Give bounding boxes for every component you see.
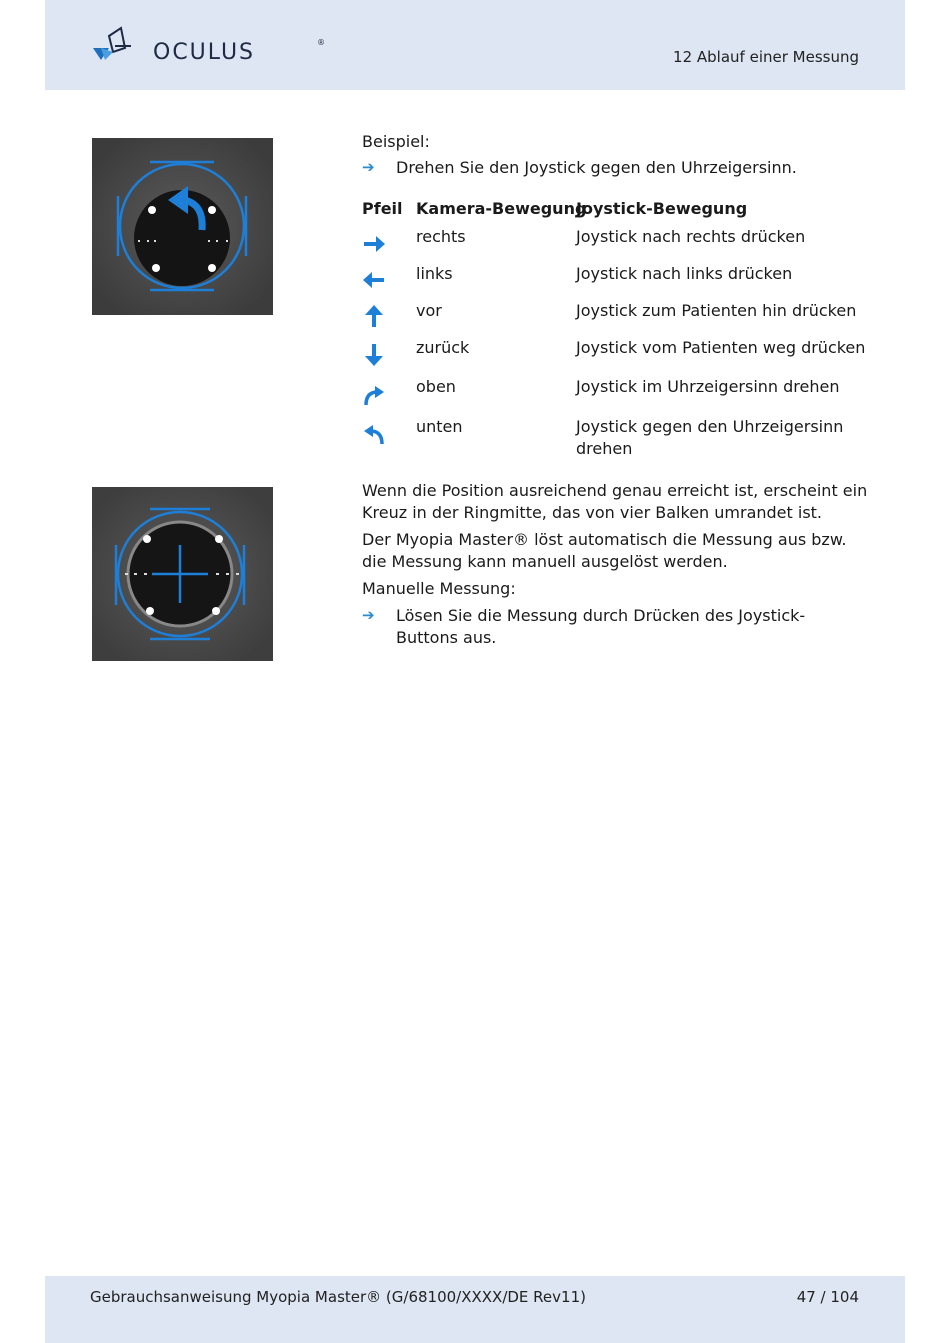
chapter-title: 12 Ablauf einer Messung	[673, 48, 859, 66]
paragraph-manual-label: Manuelle Messung:	[362, 579, 516, 598]
arrow-counterclockwise-icon	[362, 422, 386, 446]
arrow-up-icon	[362, 304, 386, 328]
document-title: Gebrauchsanweisung Myopia Master® (G/68100/XXXX/DE Rev11)	[90, 1288, 586, 1306]
eye-image-rotation	[92, 138, 273, 315]
table-row-camera: unten	[416, 417, 463, 436]
table-row-joystick: Joystick nach links drücken	[576, 264, 793, 283]
oculus-logo-mark-icon	[91, 26, 151, 66]
table-row-joystick: Joystick gegen den Uhrzeigersinn drehen	[576, 417, 844, 458]
table-header-joystick: Joystick-Bewegung	[576, 199, 748, 218]
arrow-right-icon	[362, 232, 386, 256]
arrow-clockwise-icon	[362, 383, 386, 407]
bullet-arrow-icon: ➔	[362, 158, 375, 176]
page-number: 47 / 104	[796, 1288, 859, 1306]
page-footer	[45, 1276, 905, 1343]
page-header	[45, 0, 905, 90]
table-row-camera: vor	[416, 301, 442, 320]
table-header-arrow: Pfeil	[362, 199, 403, 218]
table-row-camera: zurück	[416, 338, 470, 357]
example-label: Beispiel:	[362, 132, 430, 151]
bullet-arrow-icon: ➔	[362, 606, 375, 624]
example-instruction: Drehen Sie den Joystick gegen den Uhrzeigersinn.	[396, 158, 797, 177]
eye-image-centered	[92, 487, 273, 661]
table-row-camera: rechts	[416, 227, 466, 246]
table-header-camera: Kamera-Bewegung	[416, 199, 587, 218]
table-row-camera: oben	[416, 377, 456, 396]
paragraph-automatic: Der Myopia Master® löst automatisch die Messung aus bzw. die Messung kann manuell ausgelöst werden.	[362, 530, 847, 571]
table-row-joystick: Joystick zum Patienten hin drücken	[576, 301, 857, 320]
table-row-camera: links	[416, 264, 453, 283]
table-row-joystick: Joystick nach rechts drücken	[576, 227, 806, 246]
logo-text: OCULUS	[153, 40, 256, 65]
manual-instruction: Lösen Sie die Messung durch Drücken des Joystick-Buttons aus.	[396, 606, 806, 647]
arrow-left-icon	[362, 268, 386, 292]
arrow-down-icon	[362, 343, 386, 367]
paragraph-cross: Wenn die Position ausreichend genau erreicht ist, erscheint ein Kreuz in der Ringmitte, das von vier Balken umrandet ist.	[362, 481, 868, 522]
logo-registered-mark: ®	[317, 38, 325, 47]
table-row-joystick: Joystick vom Patienten weg drücken	[576, 338, 866, 357]
table-row-joystick: Joystick im Uhrzeigersinn drehen	[576, 377, 840, 396]
